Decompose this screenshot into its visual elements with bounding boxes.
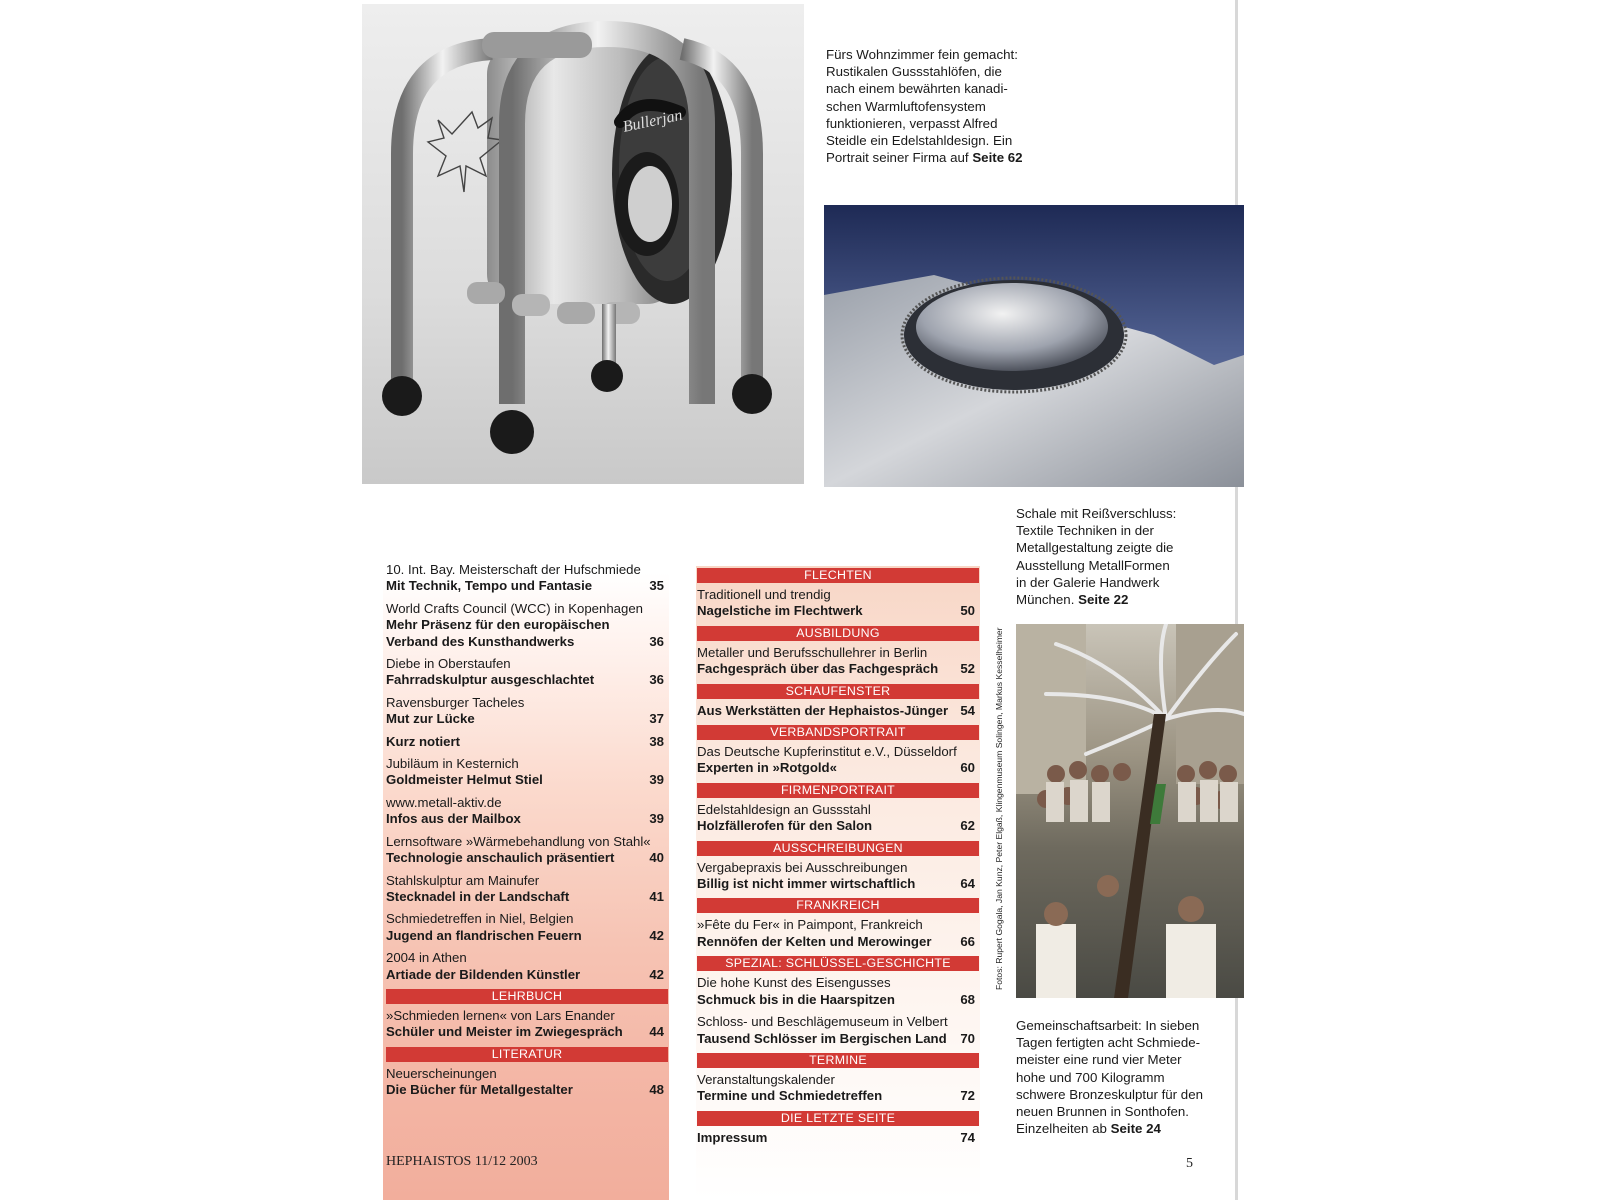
toc-kicker: Edelstahldesign an Gussstahl [697, 801, 871, 817]
toc-entry[interactable] [386, 695, 668, 728]
stove-photo [362, 4, 804, 484]
toc-entry[interactable] [697, 587, 979, 620]
toc-entry[interactable] [386, 1008, 668, 1041]
toc-headline: Billig ist nicht immer wirtschaftlich [697, 876, 916, 892]
toc-entry[interactable] [386, 950, 668, 983]
toc-page-number: 52 [960, 661, 975, 677]
toc-page-number: 68 [960, 991, 975, 1007]
section-header: VERBANDSPORTRAIT [697, 725, 979, 740]
toc-headline: Experten in »Rotgold« [697, 760, 837, 776]
toc-headline: Rennöfen der Kelten und Merowinger [697, 933, 932, 949]
toc-kicker: »Fête du Fer« in Paimpont, Frankreich [697, 917, 923, 933]
toc-page-number: 35 [649, 578, 664, 594]
section-header: SPEZIAL: SCHLÜSSEL-GESCHICHTE [697, 956, 979, 971]
toc-page-number: 70 [960, 1030, 975, 1046]
toc-page-number: 48 [649, 1082, 664, 1098]
caption-line: Einzelheiten ab [1016, 1121, 1111, 1137]
caption-line: Portrait seiner Firma auf [826, 150, 973, 166]
section-header: LITERATUR [386, 1047, 668, 1062]
toc-entry[interactable] [386, 795, 668, 828]
caption-line: Rustikalen Gussstahlöfen, die [826, 64, 1002, 80]
toc-page-number: 39 [649, 772, 664, 788]
toc-page-number: 41 [649, 888, 664, 904]
caption-line: Schale mit Reißverschluss: [1016, 506, 1177, 521]
caption-line: Fürs Wohnzimmer fein gemacht: [826, 47, 1018, 62]
photo-credit [994, 974, 1008, 990]
toc-kicker: Schmiedetreffen in Niel, Belgien [386, 911, 574, 927]
toc-entry[interactable] [697, 1072, 979, 1105]
bowl-photo [824, 205, 1244, 487]
toc-kicker: Vergabepraxis bei Ausschreibungen [697, 859, 908, 875]
toc-headline: Fahrradskulptur ausgeschlachtet [386, 672, 595, 688]
toc-entry[interactable] [697, 802, 979, 835]
section-header: LEHRBUCH [386, 989, 668, 1004]
toc-entry[interactable] [386, 562, 668, 595]
toc-page-number: 42 [649, 927, 664, 943]
toc-kicker: Metaller und Berufsschullehrer in Berlin [697, 644, 928, 660]
toc-entry[interactable] [386, 1066, 668, 1099]
toc-page-number: 62 [960, 818, 975, 834]
toc-page-number: 74 [960, 1129, 975, 1145]
toc-headline: Termine und Schmiedetreffen [697, 1088, 883, 1104]
caption-line: Tagen fertigten acht Schmiede- [1016, 1035, 1201, 1051]
caption-line: Steidle ein Edelstahldesign. Ein [826, 133, 1013, 149]
toc-headline: Technologie anschaulich präsentiert [386, 850, 615, 866]
toc-page-number: 36 [649, 633, 664, 649]
toc-entry[interactable] [386, 656, 668, 689]
toc-entry[interactable] [697, 860, 979, 893]
toc-page-number: 50 [960, 603, 975, 619]
caption-line: schwere Bronzeskulptur für den [1016, 1086, 1203, 1102]
toc-kicker: World Crafts Council (WCC) in Kopenhagen [386, 600, 644, 616]
toc-page-number: 40 [649, 850, 664, 866]
toc-page-number: 42 [649, 966, 664, 982]
toc-page-number: 66 [960, 933, 975, 949]
toc-kicker: Lernsoftware »Wärmebehandlung von Stahl« [386, 833, 651, 849]
toc-headline: Schüler und Meister im Zwiegespräch [386, 1024, 623, 1040]
toc-entry[interactable] [386, 756, 668, 789]
toc-kicker: »Schmieden lernen« von Lars Enander [386, 1007, 615, 1023]
toc-headline: Stecknadel in der Landschaft [386, 888, 570, 904]
caption-line: schen Warmluftofensystem [826, 98, 986, 114]
sculpture-caption [1016, 1017, 1236, 1137]
toc-left-column [386, 562, 668, 1105]
toc-headline: Kurz notiert [386, 733, 460, 749]
toc-entry[interactable] [697, 744, 979, 777]
toc-entry[interactable] [386, 601, 668, 650]
toc-headline: Aus Werkstätten der Hephaistos-Jünger [697, 702, 949, 718]
toc-kicker: Die hohe Kunst des Eisengusses [697, 975, 891, 991]
toc-headline: Impressum [697, 1129, 768, 1145]
toc-page-number: 39 [649, 811, 664, 827]
toc-kicker: Jubiläum in Kesternich [386, 756, 519, 772]
toc-kicker: Traditionell und trendig [697, 587, 831, 602]
caption-line: hohe und 700 Kilogramm [1016, 1069, 1165, 1085]
toc-kicker: 10. Int. Bay. Meisterschaft der Hufschmiede [386, 562, 641, 577]
toc-headline: Schmuck bis in die Haarspitzen [697, 991, 895, 1007]
toc-headline: Mut zur Lücke [386, 711, 475, 727]
toc-headline: Mit Technik, Tempo und Fantasie [386, 578, 593, 594]
bowl-caption [1016, 505, 1236, 608]
toc-entry[interactable] [697, 1014, 979, 1047]
page-reference: Seite 24 [1110, 1121, 1161, 1137]
issue-footer: HEPHAISTOS 11/12 2003 [386, 1154, 538, 1169]
section-header: AUSBILDUNG [697, 626, 979, 641]
toc-kicker: Das Deutsche Kupferinstitut e.V., Düsseldorf [697, 744, 957, 760]
toc-page-number: 37 [649, 711, 664, 727]
toc-entry[interactable] [697, 645, 979, 678]
caption-line: Gemeinschaftsarbeit: In sieben [1016, 1018, 1200, 1033]
toc-page-number: 60 [960, 760, 975, 776]
section-header: SCHAUFENSTER [697, 684, 979, 699]
page-reference: Seite 22 [1078, 592, 1129, 608]
toc-headline: Jugend an flandrischen Feuern [386, 927, 582, 943]
toc-headline: Die Bücher für Metallgestalter [386, 1082, 573, 1098]
caption-line: Ausstellung MetallFormen [1016, 557, 1170, 573]
caption-line: Metallgestaltung zeigte die [1016, 540, 1174, 556]
toc-kicker: Diebe in Oberstaufen [386, 656, 511, 672]
toc-kicker: Neuerscheinungen [386, 1065, 497, 1081]
section-header: DIE LETZTE SEITE [697, 1111, 979, 1126]
stove-badge: Bullerjan [621, 106, 684, 136]
caption-line: neuen Brunnen in Sonthofen. [1016, 1104, 1190, 1120]
toc-kicker: Ravensburger Tacheles [386, 694, 525, 710]
toc-entry[interactable] [697, 917, 979, 950]
toc-headline: Mehr Präsenz für den europäischen Verband des Kunsthandwerks [386, 617, 610, 649]
toc-entry[interactable] [386, 734, 668, 750]
toc-headline: Nagelstiche im Flechtwerk [697, 603, 863, 619]
toc-headline: Holzfällerofen für den Salon [697, 818, 873, 834]
toc-entry[interactable] [697, 1130, 979, 1146]
toc-kicker: www.metall-aktiv.de [386, 794, 502, 810]
toc-headline: Goldmeister Helmut Stiel [386, 772, 543, 788]
page-number: 5 [1186, 1156, 1193, 1171]
toc-page-number: 72 [960, 1088, 975, 1104]
section-header: FLECHTEN [697, 568, 979, 583]
toc-headline: Artiade der Bildenden Künstler [386, 966, 581, 982]
toc-entry[interactable] [386, 834, 668, 867]
toc-middle-column [697, 566, 979, 1152]
caption-line: München. [1016, 592, 1079, 608]
toc-page-number: 64 [960, 876, 975, 892]
toc-page-number: 36 [649, 672, 664, 688]
toc-page-number: 38 [649, 733, 664, 749]
page-reference: Seite 62 [972, 150, 1023, 166]
toc-entry[interactable] [386, 911, 668, 944]
caption-line: in der Galerie Handwerk [1016, 574, 1160, 590]
toc-headline: Tausend Schlösser im Bergischen Land [697, 1030, 947, 1046]
toc-entry[interactable] [697, 703, 979, 719]
sculpture-photo [1016, 624, 1244, 998]
caption-line: meister eine rund vier Meter [1016, 1052, 1182, 1068]
toc-kicker: Schloss- und Beschlägemuseum in Velbert [697, 1014, 948, 1030]
toc-kicker: 2004 in Athen [386, 950, 467, 966]
toc-headline: Fachgespräch über das Fachgespräch [697, 661, 939, 677]
stove-caption [826, 46, 1056, 166]
caption-line: nach einem bewährten kanadi- [826, 81, 1008, 97]
section-header: FIRMENPORTRAIT [697, 783, 979, 798]
toc-page-number: 44 [649, 1024, 664, 1040]
caption-line: Textile Techniken in der [1016, 523, 1154, 539]
toc-page-number: 54 [960, 702, 975, 718]
toc-headline: Infos aus der Mailbox [386, 811, 521, 827]
section-header: AUSSCHREIBUNGEN [697, 841, 979, 856]
toc-kicker: Veranstaltungskalender [697, 1071, 835, 1087]
toc-entry[interactable] [697, 975, 979, 1008]
section-header: FRANKREICH [697, 898, 979, 913]
toc-kicker: Stahlskulptur am Mainufer [386, 872, 540, 888]
caption-line: funktionieren, verpasst Alfred [826, 115, 998, 131]
toc-entry[interactable] [386, 873, 668, 906]
section-header: TERMINE [697, 1053, 979, 1068]
